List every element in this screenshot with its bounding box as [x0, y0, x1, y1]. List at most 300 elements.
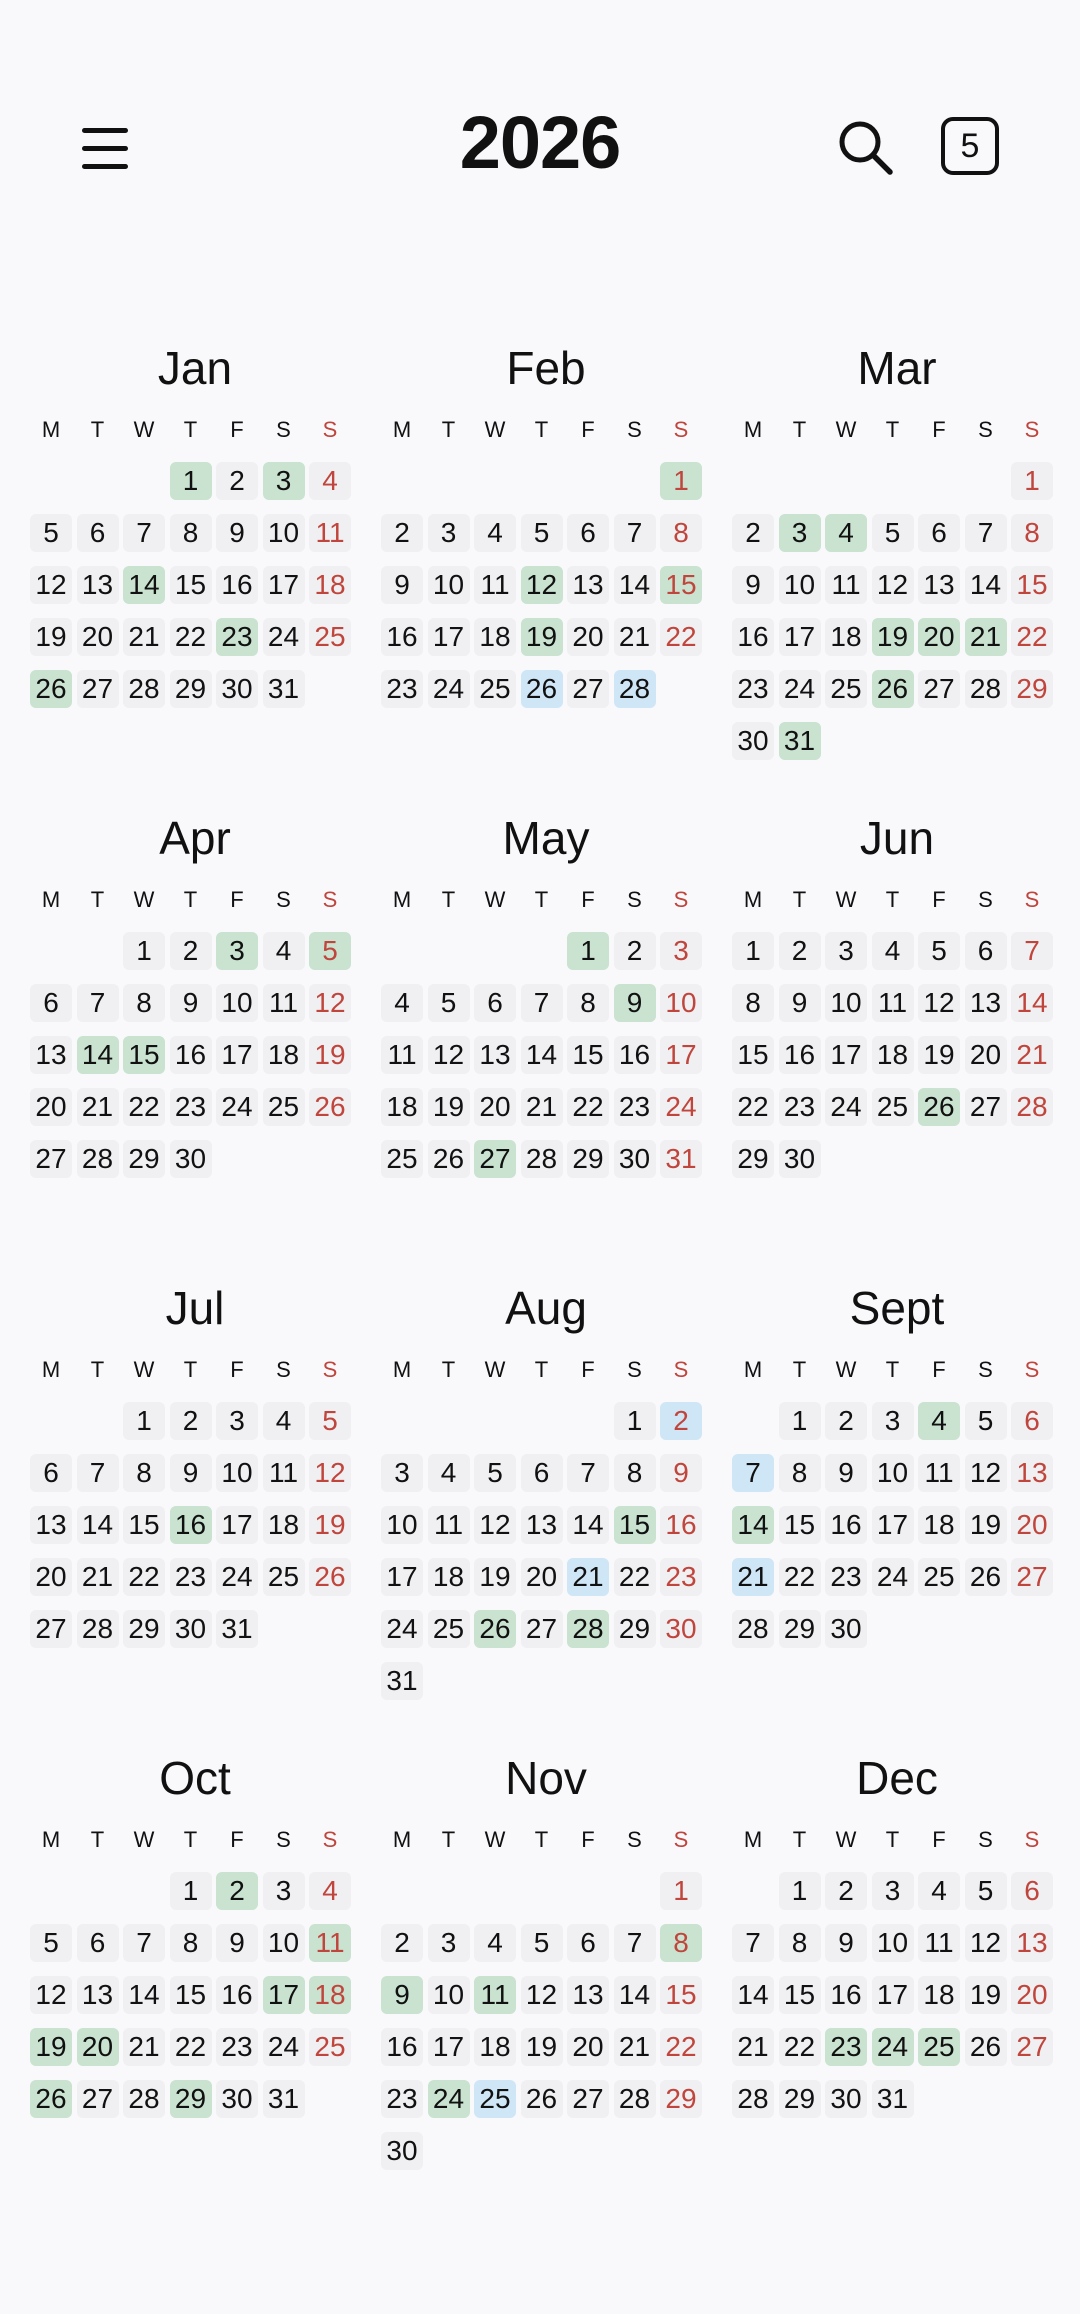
day-cell[interactable]: 12: [309, 1454, 351, 1492]
day-cell[interactable]: 27: [30, 1140, 72, 1178]
day-cell[interactable]: 14: [521, 1036, 563, 1074]
day-cell[interactable]: 6: [30, 1454, 72, 1492]
day-cell[interactable]: 18: [872, 1036, 914, 1074]
day-cell[interactable]: 28: [123, 670, 165, 708]
day-cell[interactable]: 17: [428, 618, 470, 656]
day-cell[interactable]: 28: [732, 2080, 774, 2118]
day-cell[interactable]: 27: [918, 670, 960, 708]
day-cell[interactable]: 16: [614, 1036, 656, 1074]
day-cell[interactable]: 30: [216, 2080, 258, 2118]
day-cell[interactable]: 16: [825, 1506, 867, 1544]
day-cell[interactable]: 3: [872, 1402, 914, 1440]
day-cell[interactable]: 12: [918, 984, 960, 1022]
day-cell[interactable]: 10: [216, 1454, 258, 1492]
day-cell[interactable]: 6: [521, 1454, 563, 1492]
day-cell[interactable]: 9: [381, 1976, 423, 2014]
day-cell[interactable]: 30: [732, 722, 774, 760]
day-cell[interactable]: 6: [77, 514, 119, 552]
day-cell[interactable]: 25: [309, 618, 351, 656]
day-cell[interactable]: 12: [965, 1924, 1007, 1962]
month-title[interactable]: Feb: [506, 342, 586, 394]
day-cell[interactable]: 22: [732, 1088, 774, 1126]
day-cell[interactable]: 23: [381, 2080, 423, 2118]
day-cell[interactable]: 9: [170, 984, 212, 1022]
day-cell[interactable]: 14: [965, 566, 1007, 604]
day-cell[interactable]: 17: [216, 1036, 258, 1074]
day-cell[interactable]: 25: [918, 1558, 960, 1596]
day-cell[interactable]: 26: [965, 2028, 1007, 2066]
day-cell[interactable]: 25: [263, 1088, 305, 1126]
day-cell[interactable]: 5: [965, 1872, 1007, 1910]
day-cell[interactable]: 22: [779, 2028, 821, 2066]
day-cell[interactable]: 13: [30, 1506, 72, 1544]
day-cell[interactable]: 7: [732, 1924, 774, 1962]
month-title[interactable]: Dec: [856, 1752, 938, 1804]
day-cell[interactable]: 14: [77, 1036, 119, 1074]
day-cell[interactable]: 9: [732, 566, 774, 604]
day-cell[interactable]: 25: [825, 670, 867, 708]
day-cell[interactable]: 26: [30, 2080, 72, 2118]
day-cell[interactable]: 3: [428, 514, 470, 552]
day-cell[interactable]: 28: [732, 1610, 774, 1648]
day-cell[interactable]: 5: [309, 1402, 351, 1440]
day-cell[interactable]: 24: [381, 1610, 423, 1648]
day-cell[interactable]: 14: [732, 1976, 774, 2014]
day-cell[interactable]: 3: [660, 932, 702, 970]
day-cell[interactable]: 10: [872, 1924, 914, 1962]
day-cell[interactable]: 3: [381, 1454, 423, 1492]
day-cell[interactable]: 18: [263, 1036, 305, 1074]
day-cell[interactable]: 22: [660, 618, 702, 656]
day-cell[interactable]: 19: [309, 1506, 351, 1544]
day-cell[interactable]: 28: [77, 1610, 119, 1648]
day-cell[interactable]: 12: [521, 1976, 563, 2014]
day-cell[interactable]: 13: [1011, 1924, 1053, 1962]
day-cell[interactable]: 5: [30, 514, 72, 552]
day-cell[interactable]: 8: [123, 984, 165, 1022]
day-cell[interactable]: 22: [567, 1088, 609, 1126]
day-cell[interactable]: 19: [918, 1036, 960, 1074]
day-cell[interactable]: 7: [965, 514, 1007, 552]
month-title[interactable]: Apr: [159, 812, 231, 864]
day-cell[interactable]: 17: [263, 1976, 305, 2014]
day-cell[interactable]: 26: [30, 670, 72, 708]
day-cell[interactable]: 3: [216, 932, 258, 970]
day-cell[interactable]: 14: [77, 1506, 119, 1544]
day-cell[interactable]: 1: [779, 1872, 821, 1910]
day-cell[interactable]: 30: [170, 1140, 212, 1178]
day-cell[interactable]: 15: [170, 566, 212, 604]
day-cell[interactable]: 5: [918, 932, 960, 970]
day-cell[interactable]: 19: [428, 1088, 470, 1126]
day-cell[interactable]: 21: [521, 1088, 563, 1126]
day-cell[interactable]: 2: [732, 514, 774, 552]
day-cell[interactable]: 4: [381, 984, 423, 1022]
day-cell[interactable]: 23: [732, 670, 774, 708]
day-cell[interactable]: 2: [660, 1402, 702, 1440]
day-cell[interactable]: 12: [428, 1036, 470, 1074]
day-cell[interactable]: 26: [309, 1088, 351, 1126]
day-cell[interactable]: 31: [216, 1610, 258, 1648]
month-title[interactable]: Aug: [505, 1282, 587, 1334]
day-cell[interactable]: 11: [263, 1454, 305, 1492]
day-cell[interactable]: 30: [825, 1610, 867, 1648]
day-cell[interactable]: 19: [30, 618, 72, 656]
day-cell[interactable]: 27: [1011, 2028, 1053, 2066]
day-cell[interactable]: 28: [77, 1140, 119, 1178]
day-cell[interactable]: 16: [170, 1036, 212, 1074]
day-cell[interactable]: 1: [123, 932, 165, 970]
day-cell[interactable]: 23: [170, 1088, 212, 1126]
day-cell[interactable]: 24: [428, 670, 470, 708]
day-cell[interactable]: 9: [216, 514, 258, 552]
day-cell[interactable]: 11: [474, 566, 516, 604]
day-cell[interactable]: 17: [263, 566, 305, 604]
search-icon[interactable]: [834, 116, 898, 180]
day-cell[interactable]: 13: [567, 1976, 609, 2014]
day-cell[interactable]: 17: [428, 2028, 470, 2066]
day-cell[interactable]: 3: [872, 1872, 914, 1910]
day-cell[interactable]: 20: [1011, 1506, 1053, 1544]
day-cell[interactable]: 14: [123, 566, 165, 604]
day-cell[interactable]: 5: [521, 1924, 563, 1962]
day-cell[interactable]: 24: [872, 1558, 914, 1596]
day-cell[interactable]: 23: [614, 1088, 656, 1126]
day-cell[interactable]: 3: [263, 462, 305, 500]
day-cell[interactable]: 9: [170, 1454, 212, 1492]
day-cell[interactable]: 11: [872, 984, 914, 1022]
day-cell[interactable]: 1: [732, 932, 774, 970]
day-cell[interactable]: 16: [779, 1036, 821, 1074]
month-title[interactable]: Mar: [857, 342, 937, 394]
day-cell[interactable]: 9: [779, 984, 821, 1022]
day-cell[interactable]: 28: [965, 670, 1007, 708]
day-cell[interactable]: 13: [567, 566, 609, 604]
day-cell[interactable]: 23: [825, 1558, 867, 1596]
day-cell[interactable]: 31: [381, 1662, 423, 1700]
day-cell[interactable]: 27: [474, 1140, 516, 1178]
day-cell[interactable]: 6: [1011, 1872, 1053, 1910]
month-title[interactable]: Jul: [165, 1282, 225, 1334]
day-cell[interactable]: 9: [825, 1454, 867, 1492]
day-cell[interactable]: 4: [474, 1924, 516, 1962]
day-cell[interactable]: 18: [309, 1976, 351, 2014]
day-cell[interactable]: 10: [263, 514, 305, 552]
day-cell[interactable]: 17: [660, 1036, 702, 1074]
day-cell[interactable]: 7: [1011, 932, 1053, 970]
day-cell[interactable]: 24: [872, 2028, 914, 2066]
day-cell[interactable]: 26: [428, 1140, 470, 1178]
day-cell[interactable]: 13: [30, 1036, 72, 1074]
day-cell[interactable]: 21: [965, 618, 1007, 656]
day-cell[interactable]: 6: [918, 514, 960, 552]
day-cell[interactable]: 24: [660, 1088, 702, 1126]
day-cell[interactable]: 12: [309, 984, 351, 1022]
day-cell[interactable]: 4: [872, 932, 914, 970]
day-cell[interactable]: 22: [123, 1088, 165, 1126]
day-cell[interactable]: 7: [123, 514, 165, 552]
day-cell[interactable]: 26: [918, 1088, 960, 1126]
day-cell[interactable]: 21: [1011, 1036, 1053, 1074]
day-cell[interactable]: 16: [381, 2028, 423, 2066]
day-cell[interactable]: 27: [567, 670, 609, 708]
day-cell[interactable]: 20: [30, 1088, 72, 1126]
day-cell[interactable]: 27: [77, 670, 119, 708]
day-cell[interactable]: 8: [1011, 514, 1053, 552]
day-cell[interactable]: 18: [825, 618, 867, 656]
day-cell[interactable]: 20: [77, 618, 119, 656]
day-cell[interactable]: 13: [1011, 1454, 1053, 1492]
day-cell[interactable]: 8: [123, 1454, 165, 1492]
day-cell[interactable]: 26: [521, 2080, 563, 2118]
day-cell[interactable]: 31: [263, 670, 305, 708]
day-cell[interactable]: 7: [732, 1454, 774, 1492]
day-cell[interactable]: 30: [779, 1140, 821, 1178]
day-cell[interactable]: 22: [660, 2028, 702, 2066]
day-cell[interactable]: 29: [123, 1610, 165, 1648]
day-cell[interactable]: 8: [170, 1924, 212, 1962]
day-cell[interactable]: 9: [216, 1924, 258, 1962]
day-cell[interactable]: 15: [614, 1506, 656, 1544]
day-cell[interactable]: 10: [428, 1976, 470, 2014]
day-cell[interactable]: 6: [567, 1924, 609, 1962]
day-cell[interactable]: 22: [614, 1558, 656, 1596]
day-cell[interactable]: 15: [660, 566, 702, 604]
day-cell[interactable]: 8: [779, 1924, 821, 1962]
day-cell[interactable]: 4: [309, 462, 351, 500]
day-cell[interactable]: 14: [1011, 984, 1053, 1022]
day-cell[interactable]: 3: [263, 1872, 305, 1910]
day-cell[interactable]: 4: [263, 932, 305, 970]
month-title[interactable]: Jan: [157, 342, 233, 394]
day-cell[interactable]: 5: [30, 1924, 72, 1962]
day-cell[interactable]: 22: [170, 2028, 212, 2066]
day-cell[interactable]: 13: [965, 984, 1007, 1022]
day-cell[interactable]: 17: [872, 1976, 914, 2014]
day-cell[interactable]: 2: [170, 1402, 212, 1440]
day-cell[interactable]: 25: [918, 2028, 960, 2066]
day-cell[interactable]: 2: [381, 514, 423, 552]
day-cell[interactable]: 2: [170, 932, 212, 970]
day-cell[interactable]: 31: [872, 2080, 914, 2118]
day-cell[interactable]: 13: [77, 566, 119, 604]
month-title[interactable]: Oct: [159, 1752, 231, 1804]
day-cell[interactable]: 1: [660, 1872, 702, 1910]
day-cell[interactable]: 12: [30, 566, 72, 604]
day-cell[interactable]: 19: [309, 1036, 351, 1074]
day-cell[interactable]: 2: [216, 1872, 258, 1910]
day-cell[interactable]: 12: [474, 1506, 516, 1544]
day-cell[interactable]: 17: [216, 1506, 258, 1544]
day-cell[interactable]: 1: [123, 1402, 165, 1440]
day-cell[interactable]: 21: [614, 618, 656, 656]
day-cell[interactable]: 18: [381, 1088, 423, 1126]
day-cell[interactable]: 31: [779, 722, 821, 760]
day-cell[interactable]: 16: [381, 618, 423, 656]
day-cell[interactable]: 23: [216, 2028, 258, 2066]
day-cell[interactable]: 10: [779, 566, 821, 604]
day-cell[interactable]: 31: [660, 1140, 702, 1178]
day-cell[interactable]: 16: [732, 618, 774, 656]
day-cell[interactable]: 20: [965, 1036, 1007, 1074]
day-cell[interactable]: 1: [170, 462, 212, 500]
day-cell[interactable]: 19: [30, 2028, 72, 2066]
day-cell[interactable]: 17: [825, 1036, 867, 1074]
day-cell[interactable]: 28: [123, 2080, 165, 2118]
day-cell[interactable]: 13: [918, 566, 960, 604]
day-cell[interactable]: 18: [918, 1976, 960, 2014]
day-cell[interactable]: 16: [216, 566, 258, 604]
day-cell[interactable]: 23: [381, 670, 423, 708]
day-cell[interactable]: 16: [170, 1506, 212, 1544]
day-cell[interactable]: 18: [474, 2028, 516, 2066]
day-cell[interactable]: 20: [918, 618, 960, 656]
day-cell[interactable]: 5: [521, 514, 563, 552]
day-cell[interactable]: 8: [614, 1454, 656, 1492]
day-cell[interactable]: 29: [660, 2080, 702, 2118]
day-cell[interactable]: 29: [170, 670, 212, 708]
day-cell[interactable]: 12: [965, 1454, 1007, 1492]
day-cell[interactable]: 2: [825, 1872, 867, 1910]
day-cell[interactable]: 4: [428, 1454, 470, 1492]
day-cell[interactable]: 19: [872, 618, 914, 656]
day-cell[interactable]: 1: [779, 1402, 821, 1440]
day-cell[interactable]: 24: [825, 1088, 867, 1126]
day-cell[interactable]: 11: [918, 1924, 960, 1962]
day-cell[interactable]: 19: [521, 2028, 563, 2066]
day-cell[interactable]: 7: [614, 1924, 656, 1962]
day-cell[interactable]: 26: [872, 670, 914, 708]
day-cell[interactable]: 3: [216, 1402, 258, 1440]
day-cell[interactable]: 18: [263, 1506, 305, 1544]
day-cell[interactable]: 24: [779, 670, 821, 708]
day-cell[interactable]: 27: [30, 1610, 72, 1648]
day-cell[interactable]: 26: [309, 1558, 351, 1596]
day-cell[interactable]: 28: [1011, 1088, 1053, 1126]
day-cell[interactable]: 4: [309, 1872, 351, 1910]
day-cell[interactable]: 30: [660, 1610, 702, 1648]
day-cell[interactable]: 25: [309, 2028, 351, 2066]
day-cell[interactable]: 9: [825, 1924, 867, 1962]
day-cell[interactable]: 29: [732, 1140, 774, 1178]
day-cell[interactable]: 15: [123, 1036, 165, 1074]
day-cell[interactable]: 19: [521, 618, 563, 656]
day-cell[interactable]: 21: [77, 1088, 119, 1126]
day-cell[interactable]: 6: [474, 984, 516, 1022]
day-cell[interactable]: 2: [825, 1402, 867, 1440]
day-cell[interactable]: 20: [30, 1558, 72, 1596]
day-cell[interactable]: 19: [965, 1976, 1007, 2014]
day-cell[interactable]: 5: [474, 1454, 516, 1492]
day-cell[interactable]: 10: [381, 1506, 423, 1544]
day-cell[interactable]: 20: [567, 2028, 609, 2066]
day-cell[interactable]: 23: [216, 618, 258, 656]
day-cell[interactable]: 27: [521, 1610, 563, 1648]
day-cell[interactable]: 13: [521, 1506, 563, 1544]
day-cell[interactable]: 10: [216, 984, 258, 1022]
day-cell[interactable]: 11: [918, 1454, 960, 1492]
day-cell[interactable]: 22: [779, 1558, 821, 1596]
day-cell[interactable]: 15: [123, 1506, 165, 1544]
day-cell[interactable]: 31: [263, 2080, 305, 2118]
menu-icon[interactable]: [78, 122, 134, 178]
day-cell[interactable]: 2: [779, 932, 821, 970]
day-cell[interactable]: 25: [428, 1610, 470, 1648]
day-cell[interactable]: 1: [660, 462, 702, 500]
day-cell[interactable]: 27: [1011, 1558, 1053, 1596]
day-cell[interactable]: 7: [77, 984, 119, 1022]
day-cell[interactable]: 21: [77, 1558, 119, 1596]
day-cell[interactable]: 25: [474, 2080, 516, 2118]
day-cell[interactable]: 29: [779, 2080, 821, 2118]
day-cell[interactable]: 21: [732, 2028, 774, 2066]
day-cell[interactable]: 20: [521, 1558, 563, 1596]
day-cell[interactable]: 6: [965, 932, 1007, 970]
day-cell[interactable]: 23: [779, 1088, 821, 1126]
day-cell[interactable]: 7: [123, 1924, 165, 1962]
day-cell[interactable]: 30: [614, 1140, 656, 1178]
day-cell[interactable]: 11: [825, 566, 867, 604]
day-cell[interactable]: 20: [77, 2028, 119, 2066]
day-cell[interactable]: 12: [521, 566, 563, 604]
day-cell[interactable]: 24: [428, 2080, 470, 2118]
day-cell[interactable]: 9: [614, 984, 656, 1022]
day-cell[interactable]: 21: [614, 2028, 656, 2066]
day-cell[interactable]: 6: [30, 984, 72, 1022]
day-cell[interactable]: 10: [825, 984, 867, 1022]
day-cell[interactable]: 17: [381, 1558, 423, 1596]
month-title[interactable]: Nov: [505, 1752, 587, 1804]
day-cell[interactable]: 23: [170, 1558, 212, 1596]
day-cell[interactable]: 26: [474, 1610, 516, 1648]
month-title[interactable]: Sept: [849, 1282, 945, 1334]
day-cell[interactable]: 30: [170, 1610, 212, 1648]
day-cell[interactable]: 19: [474, 1558, 516, 1596]
day-cell[interactable]: 7: [567, 1454, 609, 1492]
day-cell[interactable]: 13: [474, 1036, 516, 1074]
day-cell[interactable]: 12: [872, 566, 914, 604]
day-cell[interactable]: 24: [263, 2028, 305, 2066]
day-cell[interactable]: 14: [567, 1506, 609, 1544]
day-cell[interactable]: 30: [381, 2132, 423, 2170]
day-cell[interactable]: 25: [872, 1088, 914, 1126]
day-cell[interactable]: 21: [567, 1558, 609, 1596]
day-cell[interactable]: 21: [123, 618, 165, 656]
day-cell[interactable]: 15: [1011, 566, 1053, 604]
day-cell[interactable]: 10: [428, 566, 470, 604]
day-cell[interactable]: 14: [732, 1506, 774, 1544]
day-cell[interactable]: 11: [309, 514, 351, 552]
day-cell[interactable]: 15: [779, 1506, 821, 1544]
day-cell[interactable]: 18: [309, 566, 351, 604]
day-cell[interactable]: 28: [614, 2080, 656, 2118]
day-cell[interactable]: 6: [1011, 1402, 1053, 1440]
day-cell[interactable]: 7: [77, 1454, 119, 1492]
day-cell[interactable]: 30: [216, 670, 258, 708]
day-cell[interactable]: 15: [567, 1036, 609, 1074]
day-cell[interactable]: 8: [660, 1924, 702, 1962]
day-cell[interactable]: 4: [474, 514, 516, 552]
month-title[interactable]: Jun: [859, 812, 935, 864]
day-cell[interactable]: 15: [170, 1976, 212, 2014]
day-cell[interactable]: 5: [309, 932, 351, 970]
day-cell[interactable]: 29: [567, 1140, 609, 1178]
day-cell[interactable]: 2: [216, 462, 258, 500]
day-cell[interactable]: 3: [825, 932, 867, 970]
day-cell[interactable]: 8: [660, 514, 702, 552]
day-cell[interactable]: 11: [263, 984, 305, 1022]
today-date-button[interactable]: 5: [941, 117, 999, 175]
